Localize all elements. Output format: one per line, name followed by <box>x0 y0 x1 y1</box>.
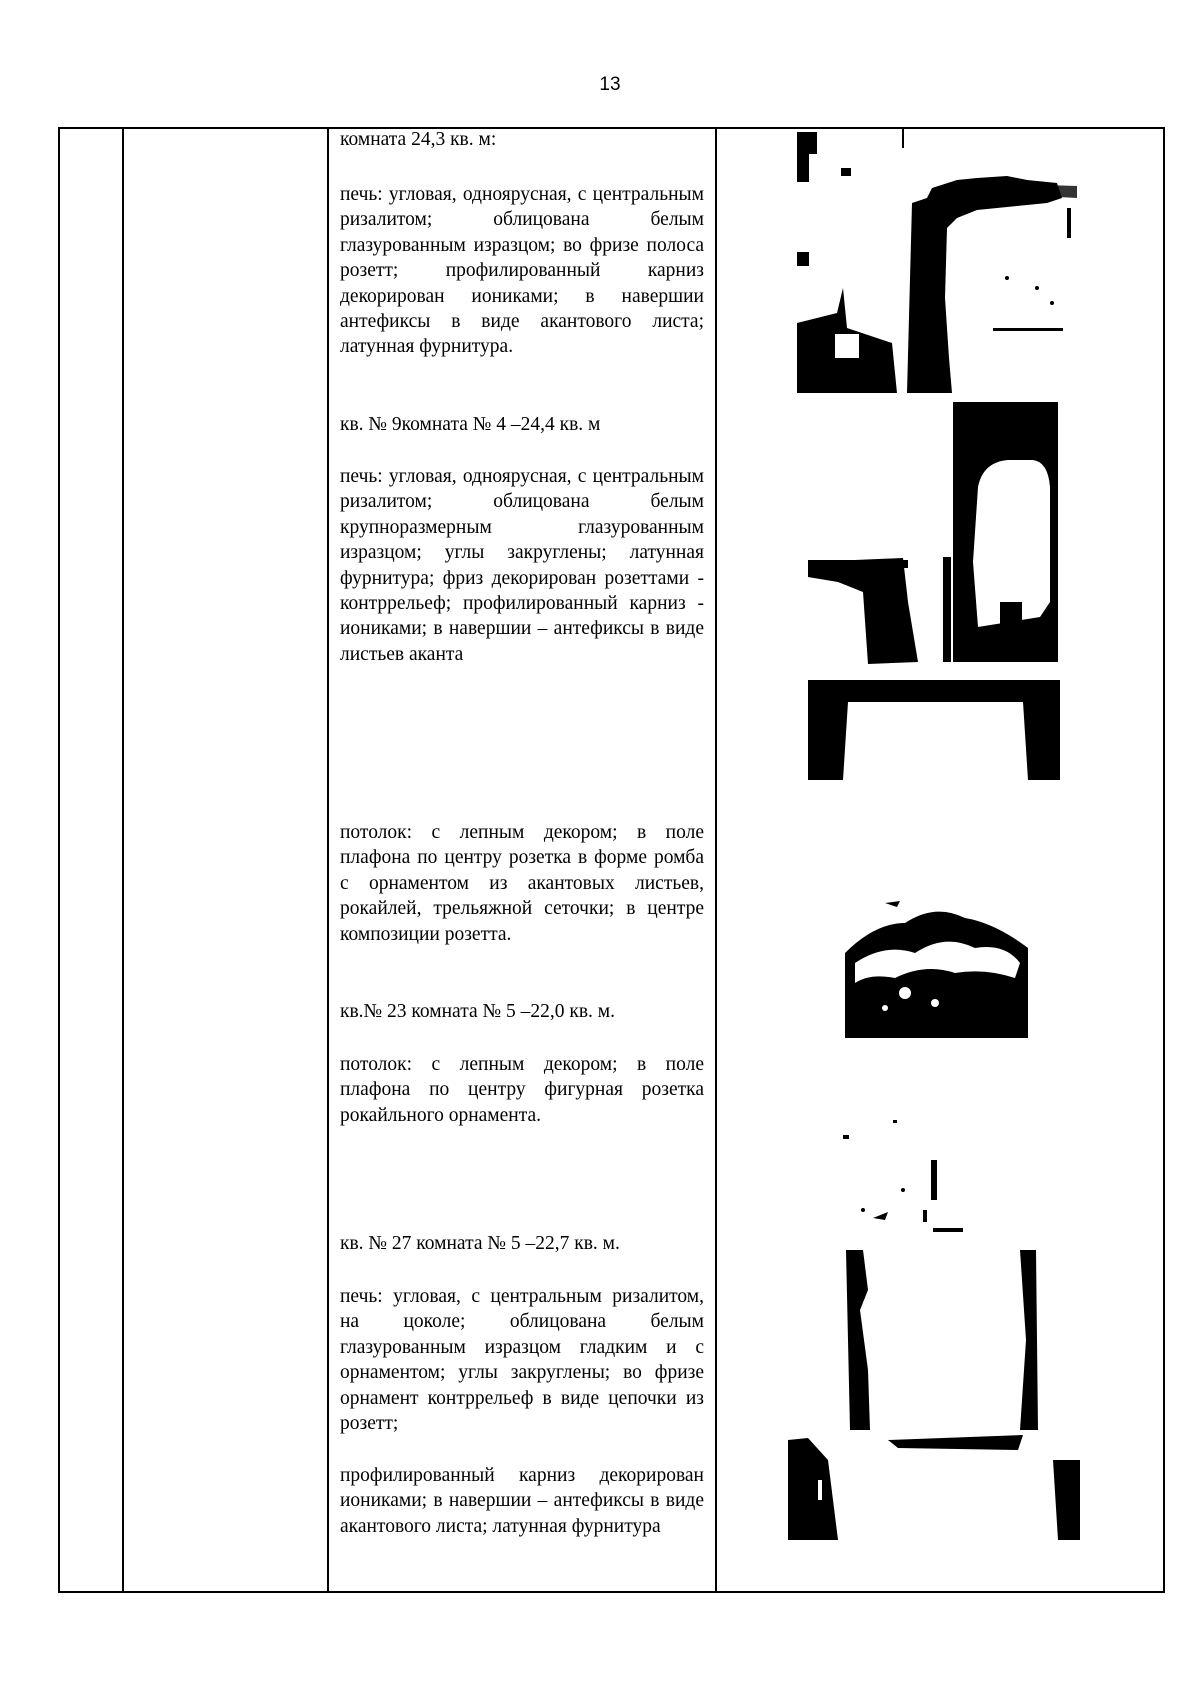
room-heading: комната 24,3 кв. м: <box>340 129 497 150</box>
ceiling-description: потолок: с лепным декором; в поле плафона по центру фигурная розетка рокайльного орнамента. <box>340 1054 704 1126</box>
stove-photo-3 <box>788 1250 1088 1550</box>
stove-description: профилированный карниз декорирован иониками; в навершии – антефиксы в виде акантового листа; латунная фурнитура <box>340 1465 704 1537</box>
page-number: 13 <box>599 74 621 95</box>
ceiling-photo-1 <box>845 893 1028 1038</box>
stove-description: печь: угловая, с центральным ризалитом, на цоколе; облицована белым глазурованным изразцом гладким и с орнаментом; углы закруглены; во фризе орнамент контррельеф в виде цепочки из розетт; <box>340 1286 704 1435</box>
stove-description: печь: угловая, одноярусная, с центральным ризалитом; облицована белым глазурованным изразцом; во фризе полоса розетт; профилированный карниз декорирован иониками; в навершии антефиксы в виде акантового листа; латунная фурнитура. <box>340 184 704 358</box>
table-col-border-3 <box>327 127 329 1593</box>
room-heading: кв. № 27 комната № 5 –22,7 кв. м. <box>340 1233 620 1254</box>
table-col-border-1 <box>58 127 60 1593</box>
ceiling-description: потолок: с лепным декором; в поле плафона по центру розетка в форме ромба с орнаментом из акантовых листьев, рокайлей, трельяжной сеточки; в центре композиции розетта. <box>340 822 704 945</box>
room-heading: кв. № 9комната № 4 –24,4 кв. м <box>340 414 601 435</box>
table-col-border-5 <box>1163 127 1165 1593</box>
table-col-border-4 <box>715 127 717 1593</box>
stove-photo-2 <box>808 402 1068 780</box>
table-col-border-2 <box>122 127 124 1593</box>
table-bottom-border <box>58 1591 1165 1593</box>
stove-description: печь: угловая, одноярусная, с центральным ризалитом; облицована белым крупноразмерным глазурованным изразцом; углы закруглены; латунная фурнитура; фриз декорирован розеттами - контррельеф; профилированный карниз - иониками; в навершии – антефиксы в виде листьев аканта <box>340 466 704 665</box>
stove-photo-1 <box>797 128 1079 393</box>
room-heading: кв.№ 23 комната № 5 –22,0 кв. м. <box>340 1001 615 1022</box>
ceiling-photo-2 <box>843 1120 963 1240</box>
